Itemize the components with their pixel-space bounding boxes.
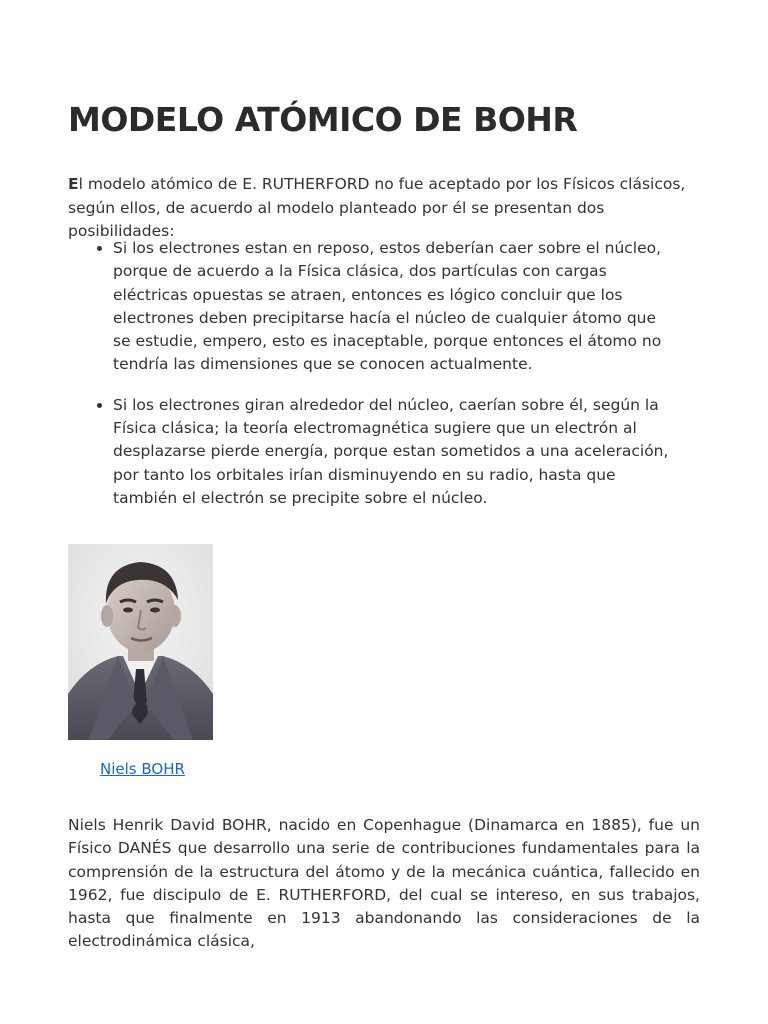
niels-bohr-link[interactable]: Niels BOHR bbox=[100, 760, 185, 778]
list-item: • Si los electrones estan en reposo, estos deberían caer sobre el núcleo, porque de acuerdo a la Física clásica, dos partículas con cargas eléctricas opuestas se atraen, entonces es lógico concluir que los electrones deben precipitarse hacía el núcleo de cualquier átomo que se estudie, empero, esto es inaceptable, porque entonces el átomo no tendría las dimensiones que se conocen actualmente. bbox=[113, 237, 700, 377]
intro-paragraph bbox=[68, 173, 700, 244]
intro-text: l modelo atómico de E. RUTHERFORD no fue aceptado por los Físicos clásicos, según ellos, de acuerdo al modelo planteado por él se presentan dos posibilidades: bbox=[68, 175, 686, 240]
possibilities-list bbox=[68, 237, 700, 527]
bohr-biography-paragraph: Niels Henrik David BOHR, nacido en Copenhague (Dinamarca en 1885), fue un Físico DANÉS que desarrollo una serie de contribuciones fundamentales para la comprensión de la estructura del átomo y de la mecánica cuántica, fallecido en 1962, fue discipulo de E. RUTHERFORD, del cual se intereso, en sus trabajos, hasta que finalmente en 1913 abandonando las consideraciones de la electrodinámica clásica, bbox=[68, 816, 700, 951]
list-item: • Si los electrones giran alrededor del núcleo, caerían sobre él, según la Física clásica; la teoría electromagnética sugiere que un electrón al desplazarse pierde energía, porque estan sometidos a una aceleración, por tanto los orbitales irían disminuyendo en su radio, hasta que también el electrón se precipite sobre el núcleo. bbox=[113, 394, 700, 510]
page-title: MODELO ATÓMICO DE BOHR bbox=[68, 100, 578, 139]
portrait-image bbox=[68, 544, 213, 740]
intro-dropcap: E bbox=[68, 175, 79, 193]
niels-bohr-portrait bbox=[68, 544, 213, 740]
